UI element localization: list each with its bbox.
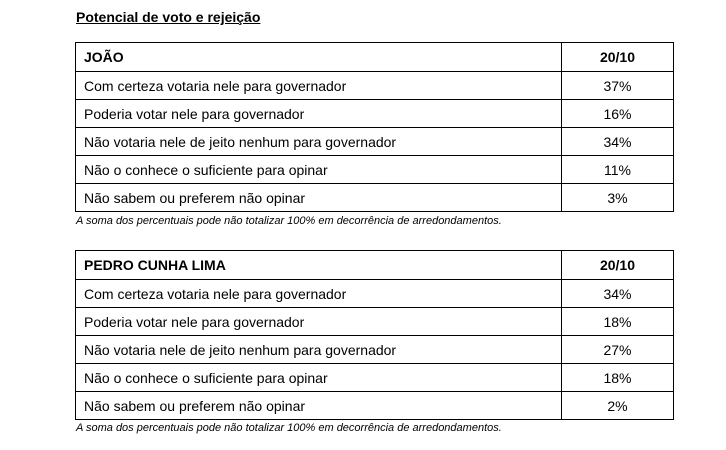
table-header-row [76, 43, 674, 72]
page-title: Potencial de voto e rejeição [76, 9, 261, 25]
table-row [76, 100, 674, 128]
row-label: Não votaria nele de jeito nenhum para governador [76, 336, 562, 364]
row-label: Não votaria nele de jeito nenhum para governador [76, 128, 562, 156]
row-label: Com certeza votaria nele para governador [76, 280, 562, 308]
poll-table-pedro-cunha-lima [75, 250, 674, 420]
table-header-row [76, 251, 674, 280]
row-label: Poderia votar nele para governador [76, 100, 562, 128]
row-label: Não sabem ou preferem não opinar [76, 184, 562, 212]
row-value: 16% [562, 100, 674, 128]
rounding-note: A soma dos percentuais pode não totalizar 100% em decorrência de arredondamentos. [76, 422, 502, 434]
table-row [76, 184, 674, 212]
row-label: Poderia votar nele para governador [76, 308, 562, 336]
table-row [76, 128, 674, 156]
table-row [76, 308, 674, 336]
row-label: Com certeza votaria nele para governador [76, 72, 562, 100]
row-value: 18% [562, 364, 674, 392]
row-value: 18% [562, 308, 674, 336]
row-value: 34% [562, 280, 674, 308]
table-row [76, 72, 674, 100]
table-row [76, 336, 674, 364]
rounding-note: A soma dos percentuais pode não totalizar 100% em decorrência de arredondamentos. [76, 215, 502, 227]
row-label: Não o conhece o suficiente para opinar [76, 364, 562, 392]
row-value: 3% [562, 184, 674, 212]
poll-table-joao [75, 42, 674, 212]
row-value: 2% [562, 392, 674, 420]
row-value: 27% [562, 336, 674, 364]
survey-date: 20/10 [562, 251, 674, 280]
row-label: Não o conhece o suficiente para opinar [76, 156, 562, 184]
survey-date: 20/10 [562, 43, 674, 72]
table-row [76, 156, 674, 184]
table-row [76, 280, 674, 308]
row-value: 11% [562, 156, 674, 184]
candidate-name: PEDRO CUNHA LIMA [76, 251, 562, 280]
row-label: Não sabem ou preferem não opinar [76, 392, 562, 420]
table-row [76, 364, 674, 392]
row-value: 34% [562, 128, 674, 156]
candidate-name: JOÃO [76, 43, 562, 72]
row-value: 37% [562, 72, 674, 100]
table-row [76, 392, 674, 420]
